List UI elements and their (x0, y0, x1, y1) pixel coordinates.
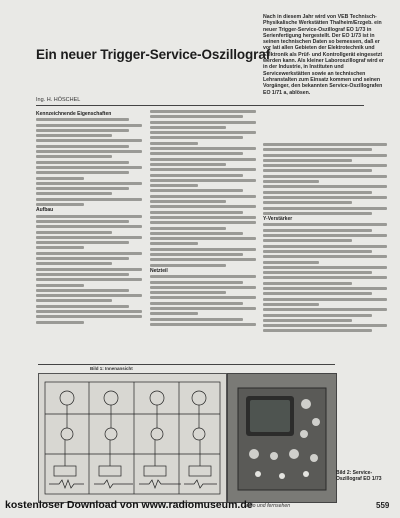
text-line (263, 175, 387, 178)
text-line (150, 121, 256, 124)
text-line (36, 192, 112, 195)
text-line (150, 232, 243, 235)
text-line (36, 236, 142, 239)
text-line (263, 308, 387, 311)
text-line (36, 220, 129, 223)
text-line (150, 227, 226, 230)
text-line (36, 182, 142, 185)
text-line (36, 177, 84, 180)
text-line (36, 262, 112, 265)
text-line (150, 237, 256, 240)
text-line (150, 323, 256, 326)
oscilloscope-photo-svg (228, 374, 336, 502)
text-line (36, 284, 84, 287)
text-line (150, 302, 243, 305)
text-line (263, 324, 387, 327)
text-line (36, 171, 129, 174)
text-line (36, 155, 112, 158)
text-line (263, 185, 387, 188)
text-line (263, 255, 387, 258)
text-line (36, 278, 142, 281)
text-column-1 (36, 110, 142, 362)
oscilloscope-photo (227, 373, 337, 503)
text-line (263, 245, 387, 248)
text-line (36, 198, 142, 201)
page-number: 559 (376, 501, 390, 510)
text-line (150, 318, 243, 321)
text-line (150, 184, 198, 187)
text-line (263, 261, 319, 264)
text-line (150, 189, 243, 192)
text-line (150, 248, 256, 251)
text-line (263, 303, 319, 306)
circuit-schematic-svg (39, 374, 226, 502)
text-line (36, 273, 129, 276)
text-line (150, 174, 243, 177)
text-line (150, 195, 256, 198)
text-line (263, 234, 387, 237)
text-line (150, 242, 198, 245)
text-line (263, 180, 319, 183)
text-line (150, 296, 256, 299)
text-line (36, 299, 112, 302)
text-line (150, 142, 198, 145)
text-line (263, 196, 387, 199)
text-line (150, 110, 256, 113)
text-line (263, 169, 372, 172)
text-line (36, 241, 129, 244)
text-line (263, 298, 387, 301)
text-line (263, 223, 387, 226)
text-line (36, 134, 112, 137)
text-line (150, 216, 256, 219)
text-line (263, 282, 352, 285)
text-line (263, 271, 372, 274)
text-line (150, 115, 243, 118)
text-line (36, 225, 142, 228)
text-line (150, 264, 226, 267)
download-notice: kostenloser Download von www.radiomuseum.de (5, 499, 253, 511)
journal-name: radio und fernsehen (244, 503, 291, 509)
text-line (36, 187, 129, 190)
text-line (263, 159, 352, 162)
text-line (150, 253, 243, 256)
text-line (36, 305, 129, 308)
section-heading-setup: Aufbau (36, 207, 54, 214)
text-line (150, 136, 243, 139)
section-heading-specs: Kennzeichnende Eigenschaften (36, 111, 112, 117)
circuit-caption: Bild 1: Innenansicht (90, 366, 133, 371)
text-line (36, 289, 129, 292)
article-intro: Nach in diesem Jahr wird von VEB Technisch-Physikalische Werkstätten Thalheim/Erzgeb. ein neuer Trigger-Service-Oszillograf EO 1/73 in Serienfertigung hergestellt. Der EO 1/73 ist in seinen technischen Daten so bemessen, daß er vor lati allen Gebieten der Elektrotechnik und Elektronik als Prüf- und Kontrollgerät eingesetzt werden kann. Als kleiner Laboroszillograf wird er in der Industrie, in Instituten und Servicewerkstätten sowie an technischen Lehranstalten zum Einsatz kommen und seinen Vorgänger, den bekannten Service-Oszillografen EO 1/71 a, ablösen. (263, 14, 384, 96)
text-line (36, 257, 129, 260)
text-line (36, 124, 142, 127)
text-line (150, 312, 198, 315)
text-line (150, 291, 226, 294)
text-line (263, 164, 387, 167)
text-line (263, 287, 387, 290)
text-line (150, 258, 256, 261)
text-line (150, 211, 243, 214)
text-line (36, 203, 84, 206)
text-line (150, 275, 256, 278)
text-line (36, 118, 129, 121)
text-line (150, 158, 256, 161)
text-line (263, 143, 387, 146)
text-line (150, 163, 226, 166)
text-line (150, 205, 256, 208)
text-line (263, 229, 372, 232)
text-line (150, 286, 256, 289)
text-line (263, 239, 352, 242)
text-line (150, 168, 256, 171)
text-line (36, 252, 142, 255)
text-line (150, 131, 256, 134)
circuit-diagram (38, 373, 227, 503)
text-line (263, 207, 387, 210)
title-rule (36, 105, 364, 106)
text-line (150, 126, 226, 129)
text-line (36, 150, 142, 153)
text-line (36, 166, 142, 169)
text-line (263, 148, 372, 151)
section-heading-amplifier: Y-Verstärker (263, 216, 293, 223)
text-line (263, 292, 372, 295)
text-line (36, 310, 142, 313)
figure-rule (38, 364, 335, 365)
text-line (150, 221, 256, 224)
text-line (36, 215, 142, 218)
text-line (36, 231, 112, 234)
text-column-2 (150, 110, 256, 362)
article-title: Ein neuer Trigger-Service-Oszillograf (36, 47, 271, 62)
photo-caption: Bild 2: Service-Oszillograf EO 1/73 (336, 470, 382, 482)
text-line (150, 152, 243, 155)
text-line (150, 307, 256, 310)
text-line (150, 200, 226, 203)
section-heading-network: Netzteil (150, 267, 168, 274)
text-line (263, 191, 372, 194)
text-line (263, 266, 387, 269)
text-line (263, 314, 372, 317)
text-line (36, 246, 84, 249)
text-line (36, 139, 142, 142)
text-line (263, 250, 372, 253)
text-line (263, 319, 352, 322)
text-line (36, 161, 129, 164)
text-column-3 (263, 143, 387, 365)
text-line (150, 147, 256, 150)
text-line (36, 315, 142, 318)
text-line (263, 276, 387, 279)
text-line (36, 321, 84, 324)
text-line (263, 154, 387, 157)
text-line (263, 329, 372, 332)
text-line (150, 281, 243, 284)
text-line (36, 294, 142, 297)
text-line (36, 268, 142, 271)
article-author: Ing. H. HÖSCHEL (36, 97, 81, 103)
text-line (36, 129, 129, 132)
text-line (263, 201, 352, 204)
text-line (150, 179, 256, 182)
text-line (36, 145, 129, 148)
text-line (263, 212, 372, 215)
